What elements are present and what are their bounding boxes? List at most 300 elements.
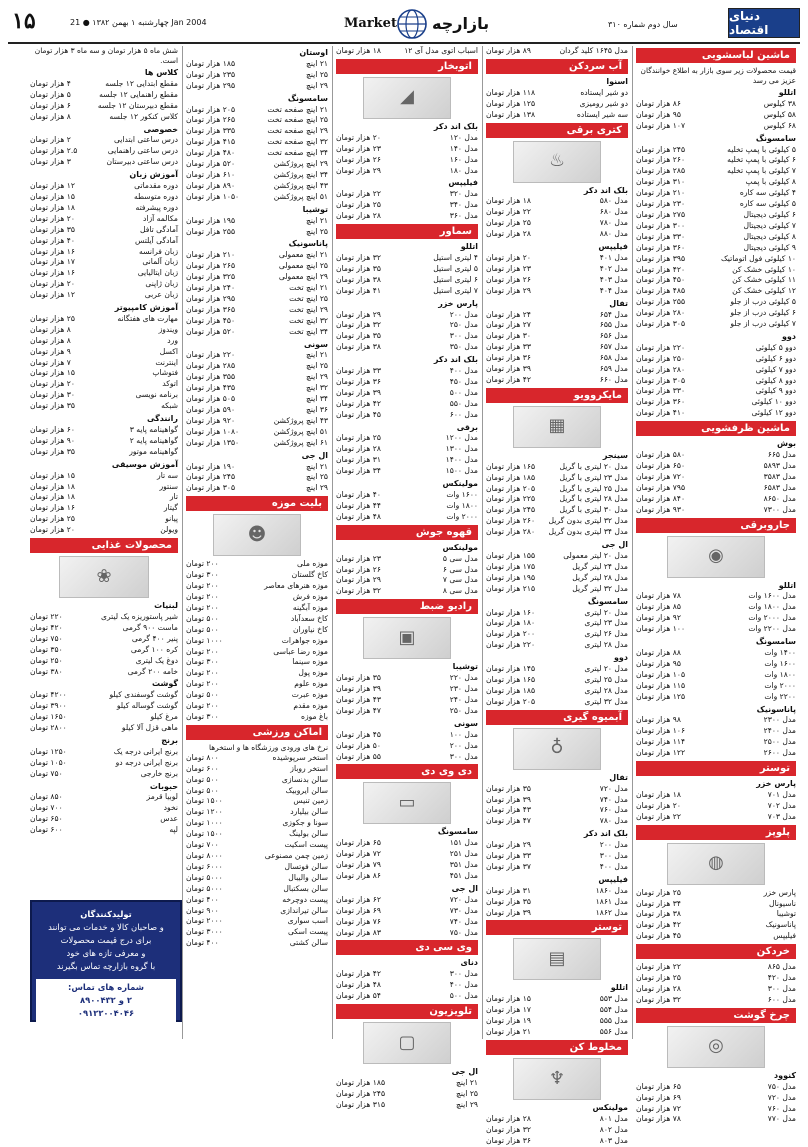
item-name: خامه ۲۰۰ گرمی [127, 666, 178, 676]
item-price: ۱۸ هزار تومان [30, 202, 75, 212]
price-row [30, 157, 178, 168]
item-price: ۲۵ هزار تومان [30, 313, 75, 323]
price-row [186, 170, 328, 181]
item-price: ۲۰۰ تومان [186, 559, 219, 569]
item-price: ۵۴ هزار تومان [336, 991, 381, 1001]
item-price: ۱۵۵ هزار تومان [486, 551, 536, 560]
brand-heading: ال جی [601, 540, 628, 550]
item-name: مدل ۳۰۰ [767, 984, 796, 993]
item-name: ۲۹ اینچ تخت [289, 304, 328, 314]
price-row [30, 492, 178, 503]
item-name: ۵ لیتری استیل [433, 263, 478, 273]
item-price: ۲۰ هزار تومان [336, 132, 381, 142]
item-name: مدل ۳۴ لیتری بدون گریل [548, 527, 628, 537]
price-row [486, 1016, 628, 1027]
item-name: موزه هنرهای معاصر [264, 581, 328, 591]
item-name: مدل ۶۰۰ [449, 409, 478, 419]
brand-heading: رانندگی [147, 414, 178, 424]
price-row [636, 790, 796, 801]
item-price: ۲۹۵ هزار تومان [186, 293, 236, 303]
item-name: ۱۸۰۰ وات [764, 669, 796, 679]
item-price: ۸۶ هزار تومان [336, 871, 381, 881]
item-price: ۴۰ هزار تومان [30, 235, 75, 245]
item-name: ۲۹ اینچ پروژکشن [273, 159, 328, 169]
item-price: ۴ هزار تومان [30, 78, 71, 88]
item-name: مدل ۱۵۱ [449, 838, 478, 848]
price-row [336, 189, 478, 200]
price-row [636, 275, 796, 286]
section-heading: ماشین ظرفشویی [636, 421, 796, 436]
item-price: ۹۰۰ تومان [186, 905, 219, 915]
price-row [486, 375, 628, 386]
rice-cooker-icon: ◍ [667, 843, 765, 885]
price-row [186, 807, 328, 818]
item-name: ۵ کیلوئی با پمپ تخلیه [727, 144, 796, 154]
item-name: مدل ۵۸۰ [599, 196, 628, 206]
brand-heading: سامسونگ [755, 637, 796, 647]
item-price: ۲۲۰ هزار تومان [636, 342, 686, 352]
section-heading: جاروبرقی [636, 518, 796, 533]
price-row [30, 656, 178, 667]
item-name: مدل ۲۳۰ [449, 684, 478, 694]
item-name: مدل ۳۲ لیتری [584, 696, 628, 706]
item-name: مدل ۱۵۰۰ [445, 466, 478, 476]
item-price: ۳۴ هزار تومان [636, 898, 681, 908]
item-name: ۲۱ اینچ [305, 58, 328, 68]
price-row [186, 657, 328, 668]
section-heading: مخلوط کن [486, 1040, 628, 1055]
item-price: ۲۶ هزار تومان [486, 274, 531, 284]
item-name: مدل ۴۲۰ [767, 973, 796, 983]
item-price: ۱۸۵ هزار تومان [186, 58, 236, 68]
price-row [186, 775, 328, 786]
price-row [636, 450, 796, 461]
item-name: موزه رضا عباسی [273, 646, 328, 656]
brand-english: Market [344, 16, 397, 31]
item-price: ۲۱۵ هزار تومان [486, 583, 536, 593]
item-name: مدل ۵۸۹۳ [763, 461, 796, 470]
item-price: ۲۸۵ هزار تومان [636, 166, 686, 176]
price-row [636, 232, 796, 243]
price-row [486, 573, 628, 584]
price-row [636, 931, 796, 942]
price-row [486, 1027, 628, 1038]
price-row [486, 331, 628, 342]
food-basket-icon: ❀ [59, 556, 150, 598]
brand-heading: مولینکس [442, 542, 478, 552]
item-name: مدل ۷۴۰ [449, 916, 478, 926]
price-row [30, 712, 178, 723]
price-row [336, 275, 478, 286]
item-price: ۳۲ هزار تومان [636, 994, 681, 1004]
item-price: ۲۲ هزار تومان [636, 962, 681, 972]
item-name: مدل ۵۵۳ [599, 994, 628, 1004]
item-name: لپه [169, 825, 178, 835]
item-name: مدل ۲۸ لیتری [584, 685, 628, 695]
item-name: موزه علوم [294, 679, 328, 689]
price-row [336, 501, 478, 512]
item-name: مدل ۸۰۳ [599, 1135, 628, 1145]
item-name: مدل ۷۳۰۰ [763, 504, 796, 514]
item-price: ۷۸ هزار تومان [636, 591, 681, 601]
item-price: ۳۶۰ هزار تومان [636, 242, 686, 252]
item-name: دوو ۱۰ کیلوئی [751, 397, 796, 407]
item-name: مدل ۴۰۰ [599, 861, 628, 871]
price-row [30, 525, 178, 536]
item-price: ۱۸ هزار تومان [486, 196, 531, 206]
item-name: مدل ۳۲ لیتری بدون گریل [548, 516, 628, 526]
item-price: ۳۹ هزار تومان [486, 907, 531, 917]
price-row [486, 862, 628, 873]
item-name: مدل ۲۰۰ [449, 740, 478, 750]
item-name: مدل ۷۸۰ [599, 218, 628, 228]
price-row [636, 692, 796, 703]
item-name: مرغ کیلو [150, 712, 178, 722]
price-row [186, 70, 328, 81]
item-price: ۸۹۰ هزار تومان [186, 180, 236, 190]
item-price: ۶ هزار تومان [30, 100, 71, 110]
item-price: ۳۹۰۰ تومان [30, 701, 67, 711]
item-price: ۱۵۰۰ تومان [186, 796, 223, 806]
item-price: ۱۷ هزار تومان [30, 257, 75, 267]
brand-heading: اوستان [299, 48, 328, 57]
price-row [486, 275, 628, 286]
item-price: ۸۸ هزار تومان [636, 647, 681, 657]
item-name: مدل ۲۵۰۰ [763, 737, 796, 747]
price-row [186, 603, 328, 614]
section-heading: سماور [336, 224, 478, 239]
price-row [486, 629, 628, 640]
price-row [636, 199, 796, 210]
brand-heading: پاناسونیک [288, 239, 328, 249]
item-name: دوره پیشرفته [135, 202, 178, 212]
brand-heading: پارس خزر [438, 298, 478, 308]
item-price: ۲۲۰ تومان [30, 611, 63, 621]
item-price: ۵۸۰ هزار تومان [636, 450, 686, 460]
item-price: ۳۲ هزار تومان [486, 1124, 531, 1134]
item-price: ۳۵ هزار تومان [30, 401, 75, 411]
price-row [486, 686, 628, 697]
price-row [636, 973, 796, 984]
item-name: مدل ۲۵ لیتری [584, 674, 628, 684]
item-name: مدل ۷۶۰ [767, 1103, 796, 1113]
brand-heading: توشیبا [302, 204, 328, 214]
item-price: ۴۴ هزار تومان [336, 500, 381, 510]
item-name: مدل ۷۲۰ [767, 1092, 796, 1102]
item-price: ۳۰۰ تومان [186, 711, 219, 721]
item-price: ۳۸ هزار تومان [336, 342, 381, 352]
item-price: ۸۰۰۰ تومان [186, 851, 223, 860]
item-name: مدل ۲۶ لیتری [584, 629, 628, 639]
price-row [186, 636, 328, 647]
item-name: موزه عبرت [291, 690, 328, 700]
item-name: دوره متوسطه [133, 191, 178, 201]
item-name: مقطع ابتدایی ۱۲ جلسه [105, 78, 178, 88]
item-name: سه تار [157, 470, 178, 480]
section-heading: مایکروویو [486, 388, 628, 403]
price-row [636, 715, 796, 726]
item-price: ۱۶۵ هزار تومان [486, 674, 536, 684]
brand-heading: بلک اند دکر [433, 355, 478, 365]
item-price: ۳۳۵ هزار تومان [186, 126, 236, 136]
price-row [30, 336, 178, 347]
item-name: مدل ۶۶۰ [599, 374, 628, 384]
price-row [336, 253, 478, 264]
price-row [186, 884, 328, 895]
price-row [636, 505, 796, 516]
item-name: دوو ۸ کیلوئی [755, 375, 796, 385]
item-price: ۴۸ هزار تومان [336, 980, 381, 990]
item-name: سالن بولینگ [289, 829, 328, 839]
item-name: مدل ۲۲۰ [449, 673, 478, 683]
item-name: گواهینامه پایه ۳ [129, 425, 178, 434]
item-price: ۱۰۰۰ تومان [186, 635, 223, 645]
price-row [186, 159, 328, 170]
section-note: قیمت محصولات زیر سوی بازار به اطلاع خوانندگان عزیز می رسد [640, 66, 796, 85]
price-row [336, 331, 478, 342]
brand-heading: بلک اند دکر [583, 829, 628, 839]
item-price: ۳۰۵ هزار تومان [186, 483, 236, 493]
item-name: مدل ۴۰۲ [599, 263, 628, 273]
item-name: مدل ۷۸۰ [599, 816, 628, 826]
price-row [636, 177, 796, 188]
price-row [30, 634, 178, 645]
item-name: مدل ۷۵۰ [449, 927, 478, 937]
item-name: مدل ۲۵۰ [449, 320, 478, 330]
item-price: ۳۰ هزار تومان [486, 331, 531, 341]
price-row [636, 297, 796, 308]
price-row [336, 433, 478, 444]
item-name: برنج خارجی [140, 768, 178, 778]
item-name: دوو ۱۲ کیلوئی [751, 408, 796, 418]
brand-heading: سامسونگ [287, 93, 328, 103]
price-row [30, 192, 178, 203]
brand-heading: لبنیات [154, 601, 178, 611]
price-row [186, 438, 328, 449]
item-price: ۳۰۰ تومان [186, 657, 219, 667]
price-row [186, 316, 328, 327]
price-row [486, 218, 628, 229]
price-row [336, 849, 478, 860]
item-price: ۲۰۰ تومان [186, 668, 219, 678]
item-name: ۲۵ اینچ [305, 69, 328, 79]
item-name: کره ۱۰۰ گرمی [130, 644, 178, 654]
item-price: ۵۵ هزار تومان [336, 751, 381, 761]
item-price: ۲۲۰ هزار تومان [186, 350, 236, 360]
item-price: ۲۰ هزار تومان [30, 279, 75, 289]
item-price: ۳۵ هزار تومان [30, 224, 75, 234]
item-price: ۵۰۰ تومان [186, 624, 219, 634]
item-name: سنتور [159, 481, 178, 491]
price-row [636, 99, 796, 110]
item-name: ۷ کیلوئی درب از جلو [730, 319, 796, 329]
price-row [30, 79, 178, 90]
item-price: ۲۰ هزار تومان [486, 252, 531, 262]
item-price: ۲۵۰ هزار تومان [636, 353, 686, 363]
item-name: آمادگی آیلتس [135, 235, 178, 245]
item-price: ۱۰۸۰ هزار تومان [186, 426, 240, 436]
item-price: ۴۵ هزار تومان [636, 931, 681, 941]
item-name: زبان آلمانی [142, 257, 178, 267]
item-price: ۱۵ هزار تومان [30, 470, 75, 480]
brand-heading: تفال [609, 298, 628, 308]
price-row [636, 483, 796, 494]
price-row [30, 623, 178, 634]
item-price: ۱۸۵ هزار تومان [486, 472, 536, 482]
item-name: مدل ۲۳۰۰ [763, 715, 796, 725]
brand-heading: اتللو [778, 580, 796, 590]
item-price: ۱۸ هزار تومان [30, 492, 75, 502]
item-name: مدل ۲۸ لیتر گریل [572, 572, 628, 582]
item-price: ۳۹ هزار تومان [486, 364, 531, 374]
section-heading: آبمیوه گیری [486, 710, 628, 725]
item-name: کاخ سعدآباد [290, 613, 328, 623]
price-row [636, 888, 796, 899]
item-name: مدل سی ۵ [442, 553, 478, 563]
item-price: ۱۲۵ هزار تومان [486, 98, 536, 108]
price-row [30, 214, 178, 225]
item-price: ۲۶ هزار تومان [336, 564, 381, 574]
item-name: مدل ۲۶۰۰ [763, 748, 796, 758]
item-name: مدل سی ۸ [442, 586, 478, 596]
item-price: ۱۱۸ هزار تومان [486, 87, 536, 97]
item-name: مدل ۱۳۰۰ [445, 444, 478, 454]
toaster-icon: ▤ [513, 938, 600, 980]
item-name: ۴ لیتری استیل [433, 252, 478, 262]
item-name: ۴۳ اینچ پروژکشن [273, 180, 328, 190]
price-row [336, 706, 478, 717]
price-row [30, 436, 178, 447]
item-price: ۸۰۰ تومان [186, 752, 219, 762]
item-name: سالن بدنسازی [281, 774, 328, 784]
price-row [336, 166, 478, 177]
item-price: ۴۵ هزار تومان [336, 409, 381, 419]
column-3 [336, 46, 478, 1109]
price-row [186, 216, 328, 227]
price-row [30, 203, 178, 214]
brand-heading: بلک اند دکر [583, 185, 628, 195]
price-row [486, 994, 628, 1005]
item-name: ۶۸ کیلوس [763, 120, 796, 130]
price-row [486, 664, 628, 675]
price-row [336, 565, 478, 576]
item-name: ۴ کیلوئی سه کاره [739, 188, 796, 198]
price-row [486, 840, 628, 851]
price-row [30, 645, 178, 656]
item-name: مدل ۲۴ لیتر گریل [572, 561, 628, 571]
item-name: ویولن [160, 525, 178, 535]
price-row [30, 747, 178, 758]
item-name: موزه فرش [292, 591, 328, 601]
price-row [636, 659, 796, 670]
item-name: مدل ۸۸۰ [599, 229, 628, 239]
item-name: گوشت گوسفندی کیلو [109, 690, 178, 700]
item-price: ۳۵ هزار تومان [30, 446, 75, 456]
column-divider [632, 46, 633, 1039]
brand-heading: فیلیپس [448, 178, 478, 188]
price-row [186, 570, 328, 581]
item-price: ۱۶ هزار تومان [30, 268, 75, 278]
item-price: ۲۸۰ هزار تومان [486, 527, 536, 537]
section-note: نرخ های ورودی ورزشگاه ها و استخرها [208, 742, 328, 752]
item-price: ۳۰۵ هزار تومان [636, 375, 686, 385]
item-price: ۲۸ هزار تومان [336, 211, 381, 221]
price-row [486, 584, 628, 595]
date-line: چهارشنبه ۱ بهمن ۱۳۸۲ ● 21 Jan 2004 [70, 18, 207, 27]
price-row [636, 376, 796, 387]
price-row [30, 471, 178, 482]
price-row [636, 265, 796, 276]
price-row [336, 575, 478, 586]
newspaper-logo: دنیای اقتصاد [728, 8, 800, 38]
item-name: مدل ۲۰۰ [449, 309, 478, 319]
item-price: ۱۲ هزار تومان [30, 290, 75, 300]
item-name: مدل ۶۵۸ [599, 353, 628, 363]
brand-heading: دنای [460, 958, 478, 968]
item-name: مدل ۶۵۵ [599, 320, 628, 330]
item-name: ۲۱ اینچ [305, 215, 328, 225]
item-name: سالن بسکتبال [283, 883, 328, 893]
item-name: ۷ کیلوئی دیجیتال [743, 220, 796, 230]
item-price: ۷۵۰ تومان [30, 768, 63, 778]
item-name: ۲۵ اینچ معمولی [278, 261, 328, 271]
price-row [186, 862, 328, 873]
price-row [186, 916, 328, 927]
item-name: مدل ۱۶۰ [449, 154, 478, 164]
price-row [636, 121, 796, 132]
item-name: دوغ یک لیتری [135, 655, 178, 665]
item-name: مدل ۷۲۰ [599, 783, 628, 793]
price-row [486, 897, 628, 908]
brand-heading: سینجر [602, 450, 628, 460]
item-name: مدل ۴۰۱ [599, 252, 628, 262]
item-name: مدل ۴۰۰ [449, 366, 478, 376]
section-heading: اتوبخار [336, 59, 478, 74]
item-price: ۱۰۵۰ تومان [30, 757, 67, 767]
column-2 [486, 46, 628, 1145]
ad-line: تولیدکنندگان [80, 909, 132, 919]
price-row [636, 110, 796, 121]
price-row [636, 145, 796, 156]
price-row [30, 325, 178, 336]
price-row [186, 840, 328, 851]
price-row [636, 995, 796, 1006]
item-name: مدل ۴۵۱ [449, 871, 478, 881]
price-row [636, 343, 796, 354]
price-row [636, 155, 796, 166]
price-row [186, 250, 328, 261]
price-row [336, 399, 478, 410]
item-price: ۲۰ هزار تومان [30, 379, 75, 389]
price-row [186, 383, 328, 394]
item-name: شیر پاستوریزه یک لیتری [101, 611, 178, 621]
item-name: ۲۵ اینچ [305, 361, 328, 371]
item-price: ۱۲۵ هزار تومان [636, 691, 686, 701]
price-row [486, 462, 628, 473]
item-name: مدل ۷۰۲ [767, 800, 796, 810]
item-price: ۲۸ هزار تومان [486, 229, 531, 239]
item-price: ۸۴۰ هزار تومان [636, 493, 686, 503]
item-price: ۴۵۰ هزار تومان [186, 315, 236, 325]
item-price: ۲۹ هزار تومان [486, 840, 531, 850]
item-price: ۲۷۵ هزار تومان [636, 209, 686, 219]
item-name: دو شیر ایستاده [580, 87, 628, 97]
price-row [336, 211, 478, 222]
item-name: درس ساعتی ابتدایی [113, 135, 178, 145]
price-row [486, 473, 628, 484]
column-divider [482, 46, 483, 1039]
brand-heading: ال جی [451, 883, 478, 893]
